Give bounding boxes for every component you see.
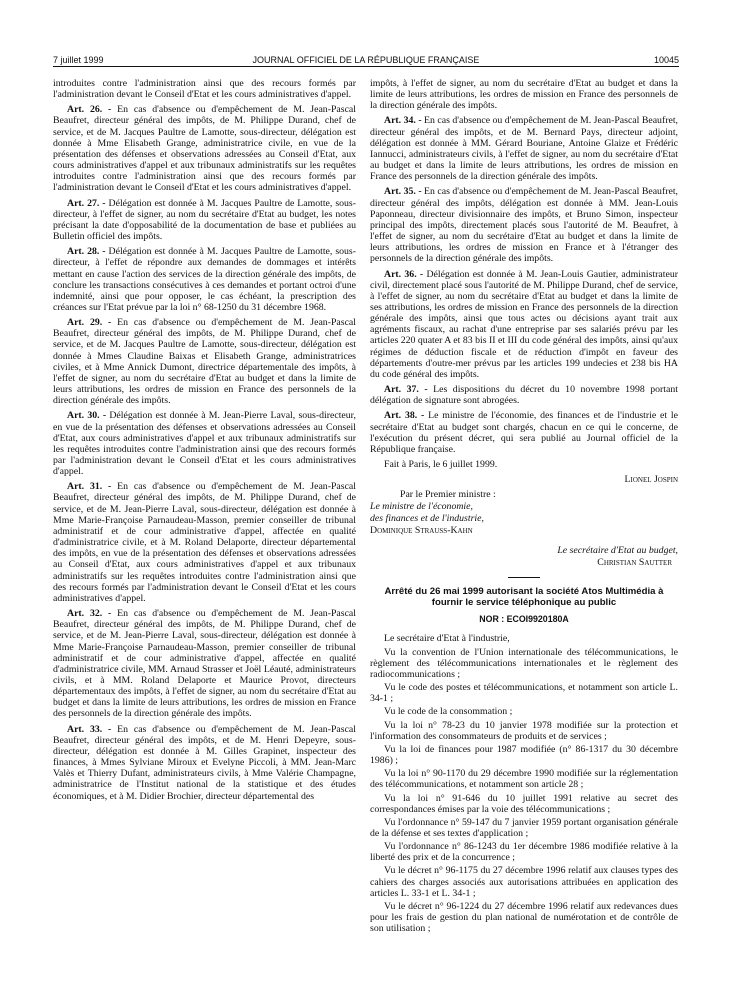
minister-title-line-2: des finances et de l'industrie, [370, 513, 484, 525]
article-paragraph [53, 608, 356, 720]
secretary-title: Le secrétaire d'Etat au budget, [557, 545, 678, 557]
article-text: Le ministre de l'économie, des finances et de l'industrie et le secrétaire d'Etat au budget sont chargés, chacun en ce qui le concerne, de l'exécution du présent décret, qui sera publié au Journal officiel de la République française. [370, 410, 678, 455]
left-intro: introduites contre l'administration ainsi que des recours formés par l'administration devant le Conseil d'Etat et les cours administratives d'appel. [53, 78, 356, 101]
article-text: Délégation est donnée à M. Jean-Pierre Laval, sous-directeur, en vue de la présentation des défenses et observations adressées au Conseil d'Etat, aux cours administratives d'appel et aux tribunaux administratifs sur les requêtes introduites contre l'administration ainsi que des recours formés par l'administration devant le Conseil d'Etat et les cours administratives d'appel. [53, 410, 356, 478]
article-text: En cas d'absence ou d'empêchement de M. Jean-Pascal Beaufret, directeur général des impôts, de M. Philippe Durand, chef de service, et de M. Jean-Pierre Laval, sous-directeur, délégation est donnée à Mme Marie-Françoise Parnaudeau-Masson, premier conseiller de tribunal administratif et de cour administrative d'appel, affectée en qualité d'administratrice civile, MM. Arnaud Strasser et Joël Léauté, administrateurs civils, et à MM. Roland Delaporte et Maurice Provot, directeurs départementaux des impôts, à l'effet de signer, au nom du secrétaire d'Etat au budget et dans la limite de leurs attributions, les ordres de mission en France des personnels de la direction générale des impôts. [53, 608, 356, 720]
left-articles [53, 104, 356, 801]
article-paragraph [370, 115, 678, 182]
article-paragraph [370, 269, 678, 381]
article-label: Art. 37. - [384, 384, 428, 396]
article-label: Art. 28. - [67, 246, 106, 258]
header-rule [53, 66, 679, 67]
left-column [53, 78, 356, 806]
preamble-line: Vu le décret n° 96-1224 du 27 décembre 1996 relatif aux redevances dues pour les frais de gestion du plan national de numérotation et de contrôle de son utilisation ; [370, 900, 678, 935]
section-separator [508, 577, 540, 578]
article-text: Délégation est donnée à M. Jean-Louis Gautier, administrateur civil, directement placé sous l'autorité de M. Philippe Durand, chef de service, à l'effet de signer, au nom du secrétaire d'Etat au budget et dans la limite de ses attributions, les ordres de mission en France des personnels de la direction générale des impôts, ainsi que tous actes ou décisions ayant trait aux agréments fiscaux, au rachat d'une entreprise par ses salariés prévu par les articles 220 quater A et 83 bis II et III du code général des impôts, ainsi qu'aux régimes de déduction fiscale et de réduction d'impôt en faveur des départements d'outre-mer prévus par les articles 199 undecies et 238 bis HA du code général des impôts. [370, 268, 678, 380]
article-text: En cas d'absence ou d'empêchement de M. Jean-Pascal Beaufret, directeur général des impôts, et de M. Henri Depeyre, sous-directeur, délégation est donnée à M. Gilles Grapinet, inspecteur des finances, à Mmes Sylviane Miroux et Evelyne Piccoli, à MM. Jean-Marc Valès et Thierry Dufant, administrateurs civils, à Mme Valérie Champagne, administratrice de l'Institut national de la statistique et des études économiques, et à M. Didier Brochier, directeur départemental des [53, 723, 356, 802]
minister-signature-block [370, 489, 678, 537]
article-label: Art. 36. - [384, 268, 424, 280]
header-date: 7 juillet 1999 [53, 55, 104, 65]
article-text: Les dispositions du décret du 10 novembre 1998 portant délégation de signature sont abrogées. [370, 384, 678, 407]
done-at: Fait à Paris, le 6 juillet 1999. [384, 459, 498, 470]
nor-reference: NOR : ECOI9920180A [479, 614, 569, 625]
preamble-line: Vu l'ordonnance n° 86-1243 du 1er décembre 1986 modifiée relative à la liberté des prix et de la concurrence ; [370, 841, 678, 864]
page-header [53, 53, 679, 67]
article-label: Art. 26. - [67, 104, 112, 116]
article-paragraph [53, 246, 356, 313]
minister-name: Dominique Strauss-Kahn [370, 525, 473, 537]
preamble-line: Vu la convention de l'Union internationale des télécommunications, le règlement des télécommunications internationales et le règlement des radiocommunications ; [370, 646, 678, 680]
article-paragraph [53, 317, 356, 406]
preamble-line: Vu le code de la consommation ; [384, 706, 513, 718]
preamble-line: Vu l'ordonnance n° 59-147 du 7 janvier 1959 portant organisation générale de la défense et ses textes d'application ; [370, 816, 678, 839]
article-text: En cas d'absence ou d'empêchement de M. Jean-Pascal Beaufret, directeur général des impôts, et de M. Bernard Pays, directeur adjoint, délégation est donnée à MM. Gérard Bouriane, Antoine Glaize et Frédéric Iannucci, administrateurs civils, à l'effet de signer, au nom du secrétaire d'Etat au budget et dans la limite de leurs attributions, les ordres de mission en France des personnels de la direction générale des impôts. [370, 115, 679, 183]
right-intro: impôts, à l'effet de signer, au nom du secrétaire d'Etat au budget et dans la limite de leurs attributions, les ordres de mission en France des personnels de la direction générale des impôts. [370, 78, 678, 112]
article-label: Art. 31. - [67, 481, 112, 493]
article-text: Délégation est donnée à M. Jacques Paultre de Lamotte, sous-directeur, à l'effet de répondre aux demandes de dommages et intérêts mettant en cause l'action des services de la direction générale des impôts, de conclure les transactions consécutives à ces demandes et portant octroi d'une indemnité, ainsi que pour opposer, le cas échéant, la prescription des créances sur l'Etat prévue par la loi n° 68-1250 du 31 décembre 1968. [53, 246, 356, 313]
article-paragraph [53, 104, 356, 193]
preamble [370, 633, 678, 934]
signer-prime-minister: Lionel Jospin [624, 474, 678, 486]
header-journal-title: JOURNAL OFFICIEL DE LA RÉPUBLIQUE FRANÇAISE [252, 55, 480, 65]
preamble-line: Vu la loi n° 90-1170 du 29 décembre 1990 modifiée sur la réglementation des télécommunications, et notamment son article 28 ; [370, 768, 678, 791]
article-label: Art. 32. - [67, 608, 112, 620]
preamble-line: Le secrétaire d'Etat à l'industrie, [384, 633, 510, 645]
article-label: Art. 34. - [384, 115, 422, 127]
article-text: En cas d'absence ou d'empêchement de M. Jean-Pascal Beaufret, directeur général des impôts, de M. Philippe Durand, chef de service, et de M. Jacques Paultre de Lamotte, sous-directeur, délégation est donnée à Mme Elisabeth Grange, administratrice civile, en vue de la présentation des défenses et observations adressées au Conseil d'Etat, aux cours administratives d'appel et aux tribunaux administratifs sur les requêtes introduites contre l'administration ainsi que des recours formés par l'administration devant le Conseil d'Etat et les cours administratives d'appel. [53, 104, 356, 194]
article-label: Art. 29. - [67, 317, 112, 329]
preamble-line: Vu le décret n° 96-1175 du 27 décembre 1996 relatif aux clauses types des cahiers des charges associés aux autorisations attribuées en application des articles L. 33-1 et L. 34-1 ; [370, 865, 678, 899]
preamble-line: Vu le code des postes et télécommunications, et notamment son article L. 34-1 ; [370, 682, 678, 705]
article-label: Art. 33. - [67, 723, 112, 735]
article-label: Art. 38. - [384, 410, 425, 422]
article-paragraph [53, 481, 356, 604]
right-articles [370, 115, 678, 455]
article-label: Art. 27. - [67, 197, 106, 209]
arrete-title: Arrêté du 26 mai 1999 autorisant la société Atos Multimédia à fournir le service téléphonique au public [384, 586, 664, 609]
article-paragraph [370, 410, 678, 455]
article-text: En cas d'absence ou d'empêchement de M. Jean-Pascal Beaufret, directeur général des impôts, délégation est donnée à MM. Jean-Louis Paponneau, directeur divisionnaire des impôts, et Bruno Simon, inspecteur principal des impôts, directement placés sous l'autorité de M. Beaufret, à l'effet de signer, au nom du secrétaire d'Etat au budget et dans la limite de leurs attributions, les ordres de mission en France et à l'étranger des personnels de la direction générale des impôts. [370, 186, 679, 265]
article-text: Délégation est donnée à M. Jacques Paultre de Lamotte, sous-directeur, à l'effet de signer, au nom du secrétaire d'Etat au budget, les notes précisant la date d'opposabilité de la documentation de base et publiées au Bulletin officiel des impôts. [53, 197, 356, 243]
article-paragraph [370, 384, 678, 406]
preamble-line: Vu la loi de finances pour 1987 modifiée (n° 86-1317 du 30 décembre 1986) ; [370, 743, 678, 767]
article-paragraph [53, 198, 356, 243]
article-text: En cas d'absence ou d'empêchement de M. Jean-Pascal Beaufret, directeur général des impôts, de M. Philippe Durand, chef de service, et de M. Jacques Paultre de Lamotte, sous-directeur, délégation est donnée à Mmes Claudine Baixas et Elisabeth Grange, administratrices civiles, et à Mme Annick Dumont, directrice départementale des impôts, à l'effet de signer, au nom du secrétaire d'Etat au budget et dans la limite de leurs attributions, les ordres de mission en France des personnels de la direction générale des impôts. [53, 317, 356, 407]
article-label: Art. 30. - [67, 410, 107, 422]
secretary-name: Christian Sautter [597, 557, 672, 569]
preamble-line: Vu la loi n° 91-646 du 10 juillet 1991 relative au secret des correspondances émises par la voie des télécommunications ; [370, 792, 678, 815]
by-prime-minister: Par le Premier ministre : [400, 489, 496, 501]
article-label: Art. 35. - [384, 186, 422, 198]
article-text: En cas d'absence ou d'empêchement de M. Jean-Pascal Beaufret, directeur général des impôts, de M. Philippe Durand, chef de service, et de M. Jean-Pierre Laval, sous-directeur, délégation est donnée à Mme Marie-Françoise Parnaudeau-Masson, premier conseiller de tribunal administratif et de cour administrative d'appel, affectée en qualité d'administratrice civile, et à M. Roland Delaporte, directeur départemental des impôts, en vue de la présentation des défenses et observations adressées au Conseil d'Etat, aux cours administratives d'appel et aux tribunaux administratifs sur les requêtes introduites contre l'administration ainsi que des recours formés par l'administration devant le Conseil d'Etat et les cours administratives d'appel. [53, 481, 356, 604]
secretary-signature-block [370, 545, 678, 569]
preamble-line: Vu la loi n° 78-23 du 10 janvier 1978 modifiée sur la protection et l'information des consommateurs de produits et de services ; [370, 719, 678, 742]
article-paragraph [370, 186, 678, 264]
right-column [370, 78, 678, 936]
article-paragraph [53, 724, 356, 802]
minister-title-line-1: Le ministre de l'économie, [370, 501, 473, 513]
article-paragraph [53, 410, 356, 477]
header-page-number: 10045 [653, 55, 679, 65]
